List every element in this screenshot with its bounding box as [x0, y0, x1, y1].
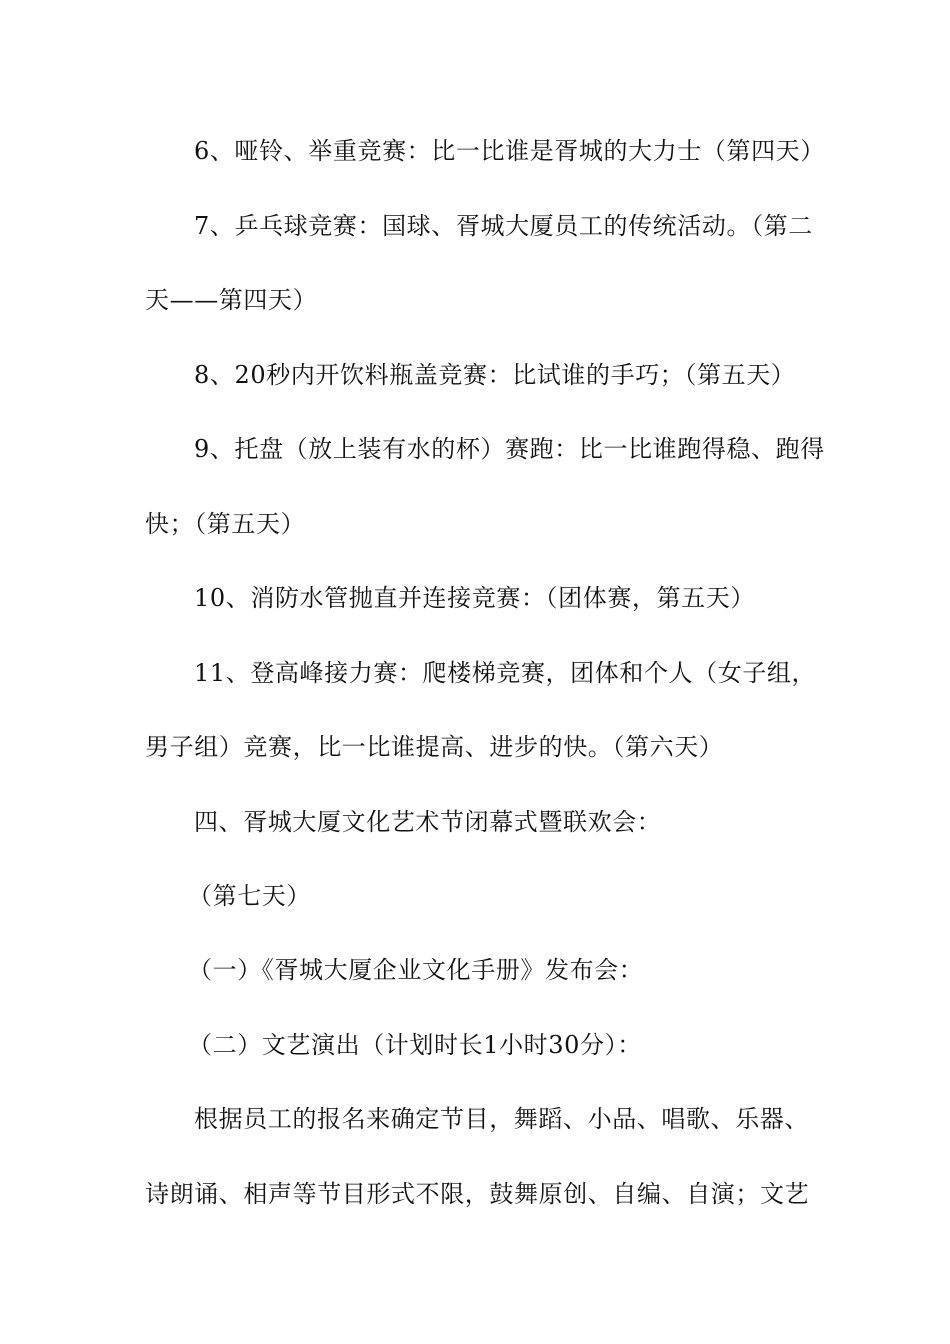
text-line-item-11-cont: 男子组）竞赛，比一比谁提高、进步的快。（第六天） [145, 733, 724, 761]
text-line-item-8: 8、20秒内开饮料瓶盖竞赛：比试谁的手巧；（第五天） [194, 361, 796, 389]
text-line-item-11: 11、登高峰接力赛：爬楼梯竞赛，团体和个人（女子组， [194, 659, 817, 687]
text-line-day-seven: （第七天） [188, 882, 311, 910]
paragraph-line-2: 诗朗诵、相声等节目形式不限，鼓舞原创、自编、自演；文艺 [145, 1180, 810, 1208]
text-line-item-7: 7、乒乓球竞赛：国球、胥城大厦员工的传统活动。（第二 [194, 212, 813, 240]
subsection-one: （一）《胥城大厦企业文化手册》发布会： [188, 956, 644, 984]
text-line-item-9: 9、托盘（放上装有水的杯）赛跑：比一比谁跑得稳、跑得 [194, 435, 825, 463]
subsection-two: （二）文艺演出（计划时长1小时30分）： [188, 1031, 642, 1059]
text-line-item-7-cont: 天——第四天） [145, 286, 318, 314]
section-heading-closing: 四、胥城大厦文化艺术节闭幕式暨联欢会： [194, 808, 662, 836]
text-line-item-6: 6、哑铃、举重竞赛：比一比谁是胥城的大力士（第四天） [194, 137, 825, 165]
text-line-item-10: 10、消防水管抛直并连接竞赛：（团体赛，第五天） [194, 584, 755, 612]
paragraph-line-1: 根据员工的报名来确定节目，舞蹈、小品、唱歌、乐器、 [194, 1105, 809, 1133]
text-line-item-9-cont: 快；（第五天） [145, 510, 306, 538]
